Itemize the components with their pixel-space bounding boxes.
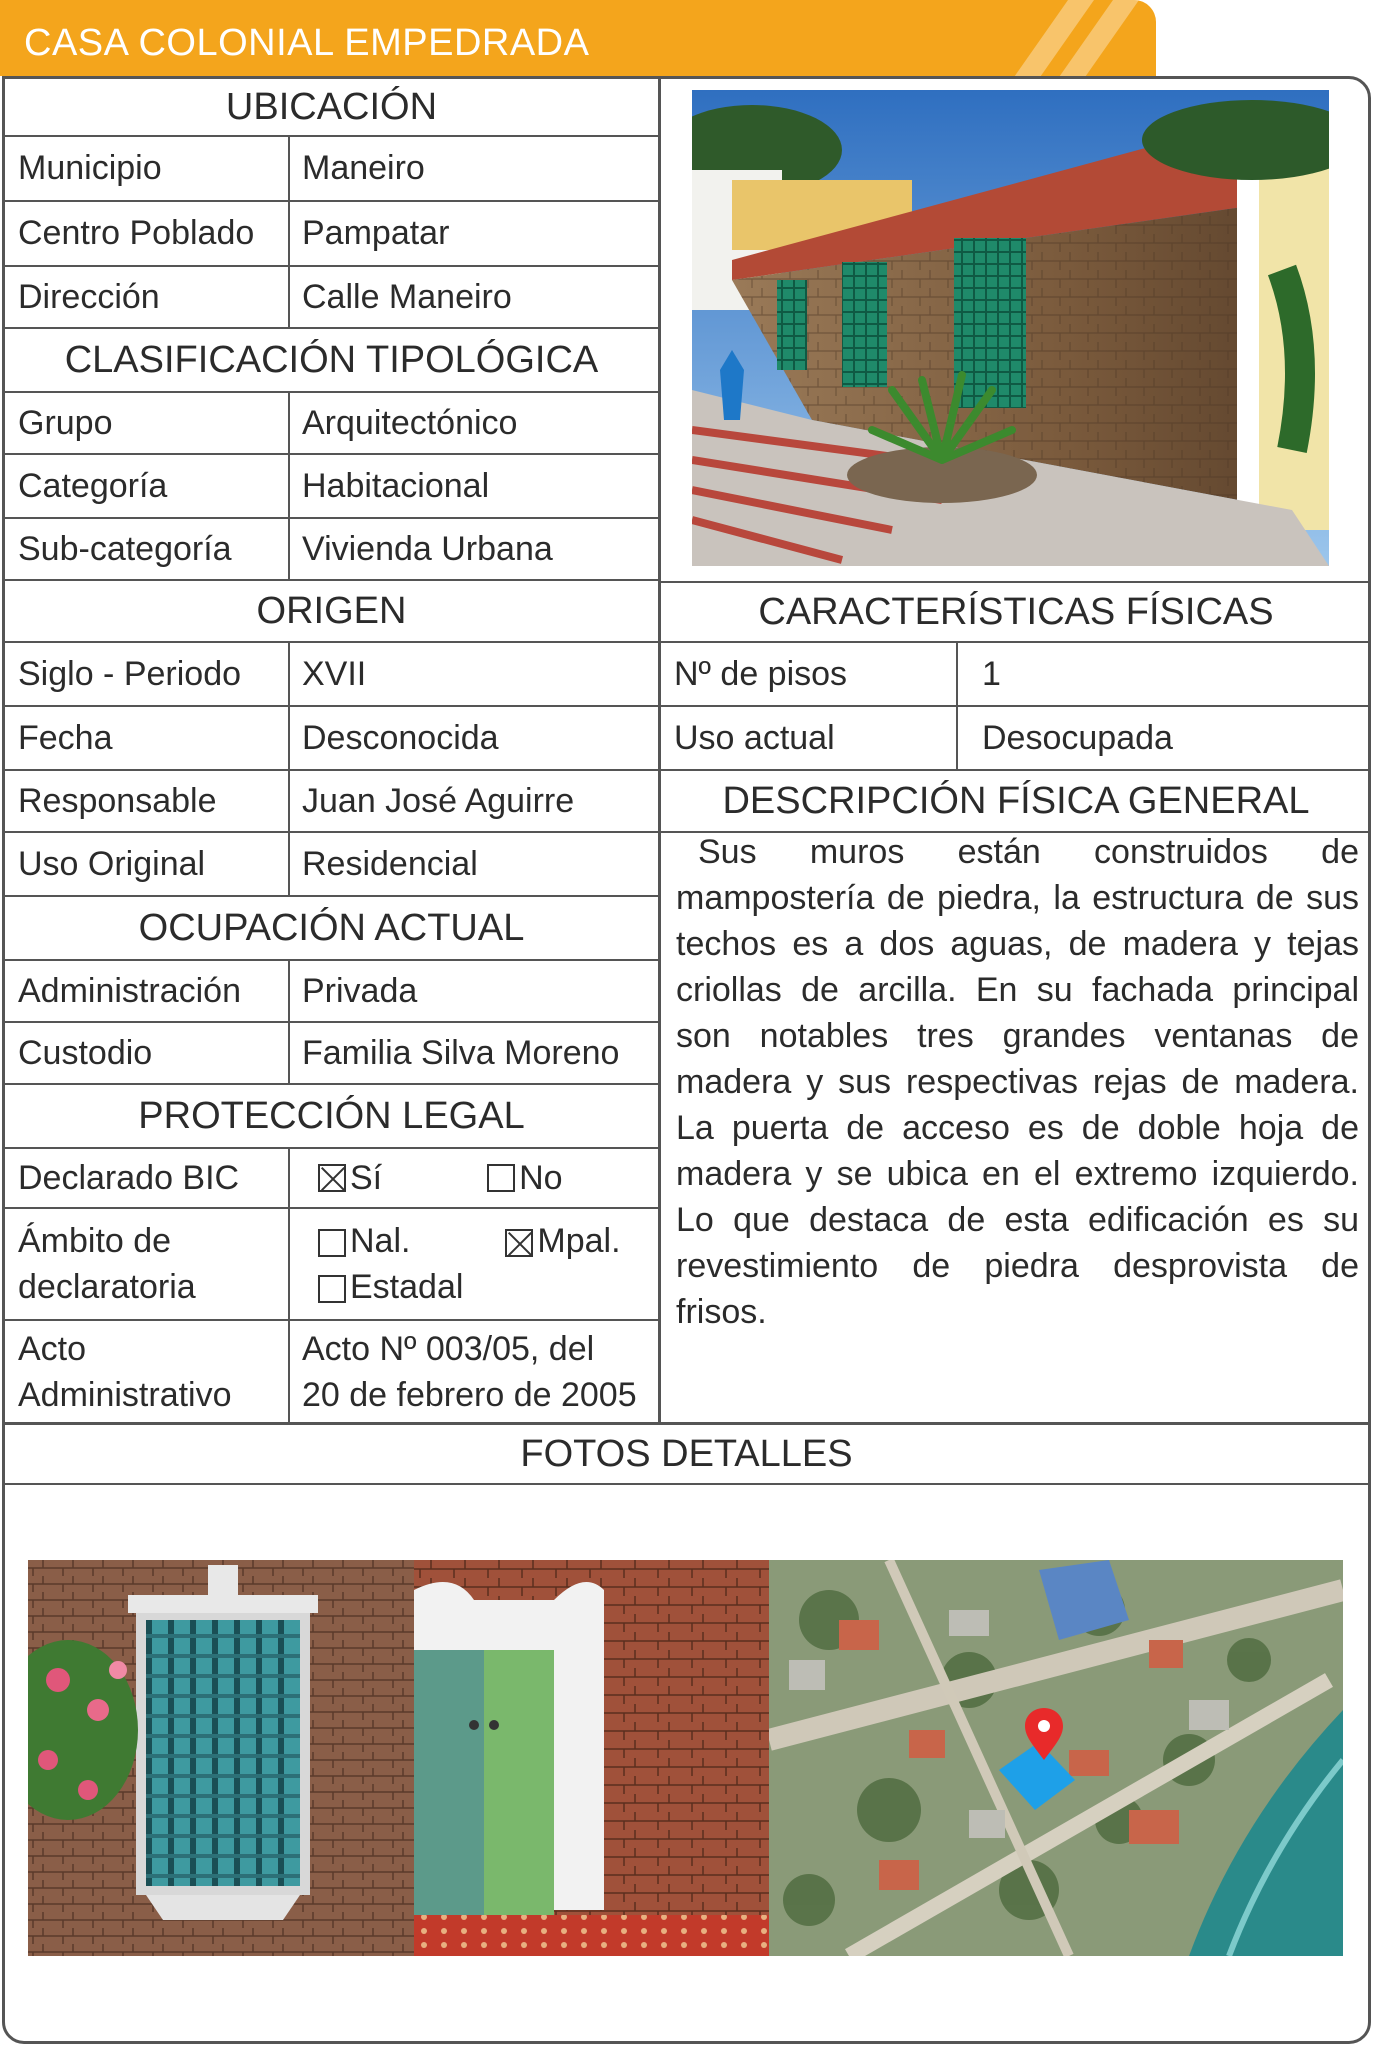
custodio-label: Custodio [5, 1023, 288, 1085]
municipio-label: Municipio [5, 137, 288, 202]
uso-actual-value: Desocupada [956, 707, 1371, 771]
acto-label-line1: Acto [18, 1329, 87, 1368]
mpal-checkbox[interactable] [505, 1229, 533, 1257]
proteccion-heading: PROTECCIÓN LEGAL [5, 1085, 658, 1149]
direccion-value: Calle Maneiro [288, 267, 658, 329]
administracion-label: Administración [5, 961, 288, 1023]
ambito-options [288, 1209, 658, 1321]
centro-poblado-value: Pampatar [288, 202, 658, 267]
grupo-value: Arquitectónico [288, 393, 658, 455]
responsable-label: Responsable [5, 771, 288, 833]
categoria-label: Categoría [5, 455, 288, 519]
siglo-value: XVII [288, 643, 658, 707]
subcategoria-label: Sub-categoría [5, 519, 288, 581]
municipio-value: Maneiro [288, 137, 658, 202]
estadal-label: Estadal [350, 1268, 464, 1306]
descripcion-text: Sus muros están construidos de mampostería de piedra, la estructura de sus techos es a dos aguas, de madera y tejas criollas de arcilla. En su fachada principal son notables tres grandes ventanas de madera y sus respectivas rejas de madera. La puerta de acceso es de doble hoja de madera y se ubica en el extremo izquierdo. Lo que destaca de esta edificación es su revestimiento de piedra desprovista de frisos. [676, 833, 1359, 1331]
fecha-value: Desconocida [288, 707, 658, 771]
door-detail-photo [414, 1560, 769, 1956]
header-tab [0, 0, 1156, 76]
ambito-row2 [318, 1264, 463, 1310]
pisos-value: 1 [956, 643, 1371, 707]
nal-checkbox[interactable] [318, 1229, 346, 1257]
custodio-value: Familia Silva Moreno [288, 1023, 658, 1085]
mpal-label: Mpal. [537, 1222, 621, 1260]
ambito-label [5, 1209, 288, 1321]
page-title: CASA COLONIAL EMPEDRADA [24, 22, 590, 64]
caracteristicas-heading: CARACTERÍSTICAS FÍSICAS [661, 583, 1371, 643]
fecha-label: Fecha [5, 707, 288, 771]
origen-heading: ORIGEN [5, 581, 658, 643]
centro-poblado-label: Centro Poblado [5, 202, 288, 267]
descripcion-heading: DESCRIPCIÓN FÍSICA GENERAL [661, 771, 1371, 833]
declarado-bic-options [288, 1149, 658, 1209]
si-checkbox[interactable] [318, 1164, 346, 1192]
location-map [769, 1560, 1343, 1956]
acto-value-line1: Acto Nº 003/05, del [302, 1329, 595, 1368]
uso-original-label: Uso Original [5, 833, 288, 897]
si-label: Sí [350, 1158, 383, 1197]
responsable-value: Juan José Aguirre [288, 771, 658, 833]
no-label: No [519, 1158, 563, 1197]
ambito-label-line1: Ámbito de [18, 1222, 172, 1260]
acto-value-line2: 20 de febrero de 2005 [302, 1375, 637, 1414]
ubicacion-heading: UBICACIÓN [5, 79, 658, 137]
nal-label: Nal. [350, 1222, 411, 1260]
acto-label-line2: Administrativo [18, 1375, 232, 1414]
estadal-checkbox[interactable] [318, 1275, 346, 1303]
subcategoria-value: Vivienda Urbana [288, 519, 658, 581]
uso-original-value: Residencial [288, 833, 658, 897]
siglo-label: Siglo - Periodo [5, 643, 288, 707]
acto-value [288, 1321, 658, 1422]
uso-actual-label: Uso actual [661, 707, 956, 771]
categoria-value: Habitacional [288, 455, 658, 519]
direccion-label: Dirección [5, 267, 288, 329]
administracion-value: Privada [288, 961, 658, 1023]
window-detail-photo [28, 1560, 414, 1956]
ocupacion-heading: OCUPACIÓN ACTUAL [5, 897, 658, 961]
main-facade-photo [692, 90, 1329, 566]
ambito-label-line2: declaratoria [18, 1268, 196, 1306]
pisos-label: Nº de pisos [661, 643, 956, 707]
clasificacion-heading: CLASIFICACIÓN TIPOLÓGICA [5, 329, 658, 393]
no-checkbox[interactable] [487, 1164, 515, 1192]
declarado-bic-label: Declarado BIC [5, 1149, 288, 1209]
acto-label [5, 1321, 288, 1422]
grupo-label: Grupo [5, 393, 288, 455]
ambito-row1 [318, 1218, 621, 1264]
fotos-heading: FOTOS DETALLES [5, 1425, 1368, 1485]
